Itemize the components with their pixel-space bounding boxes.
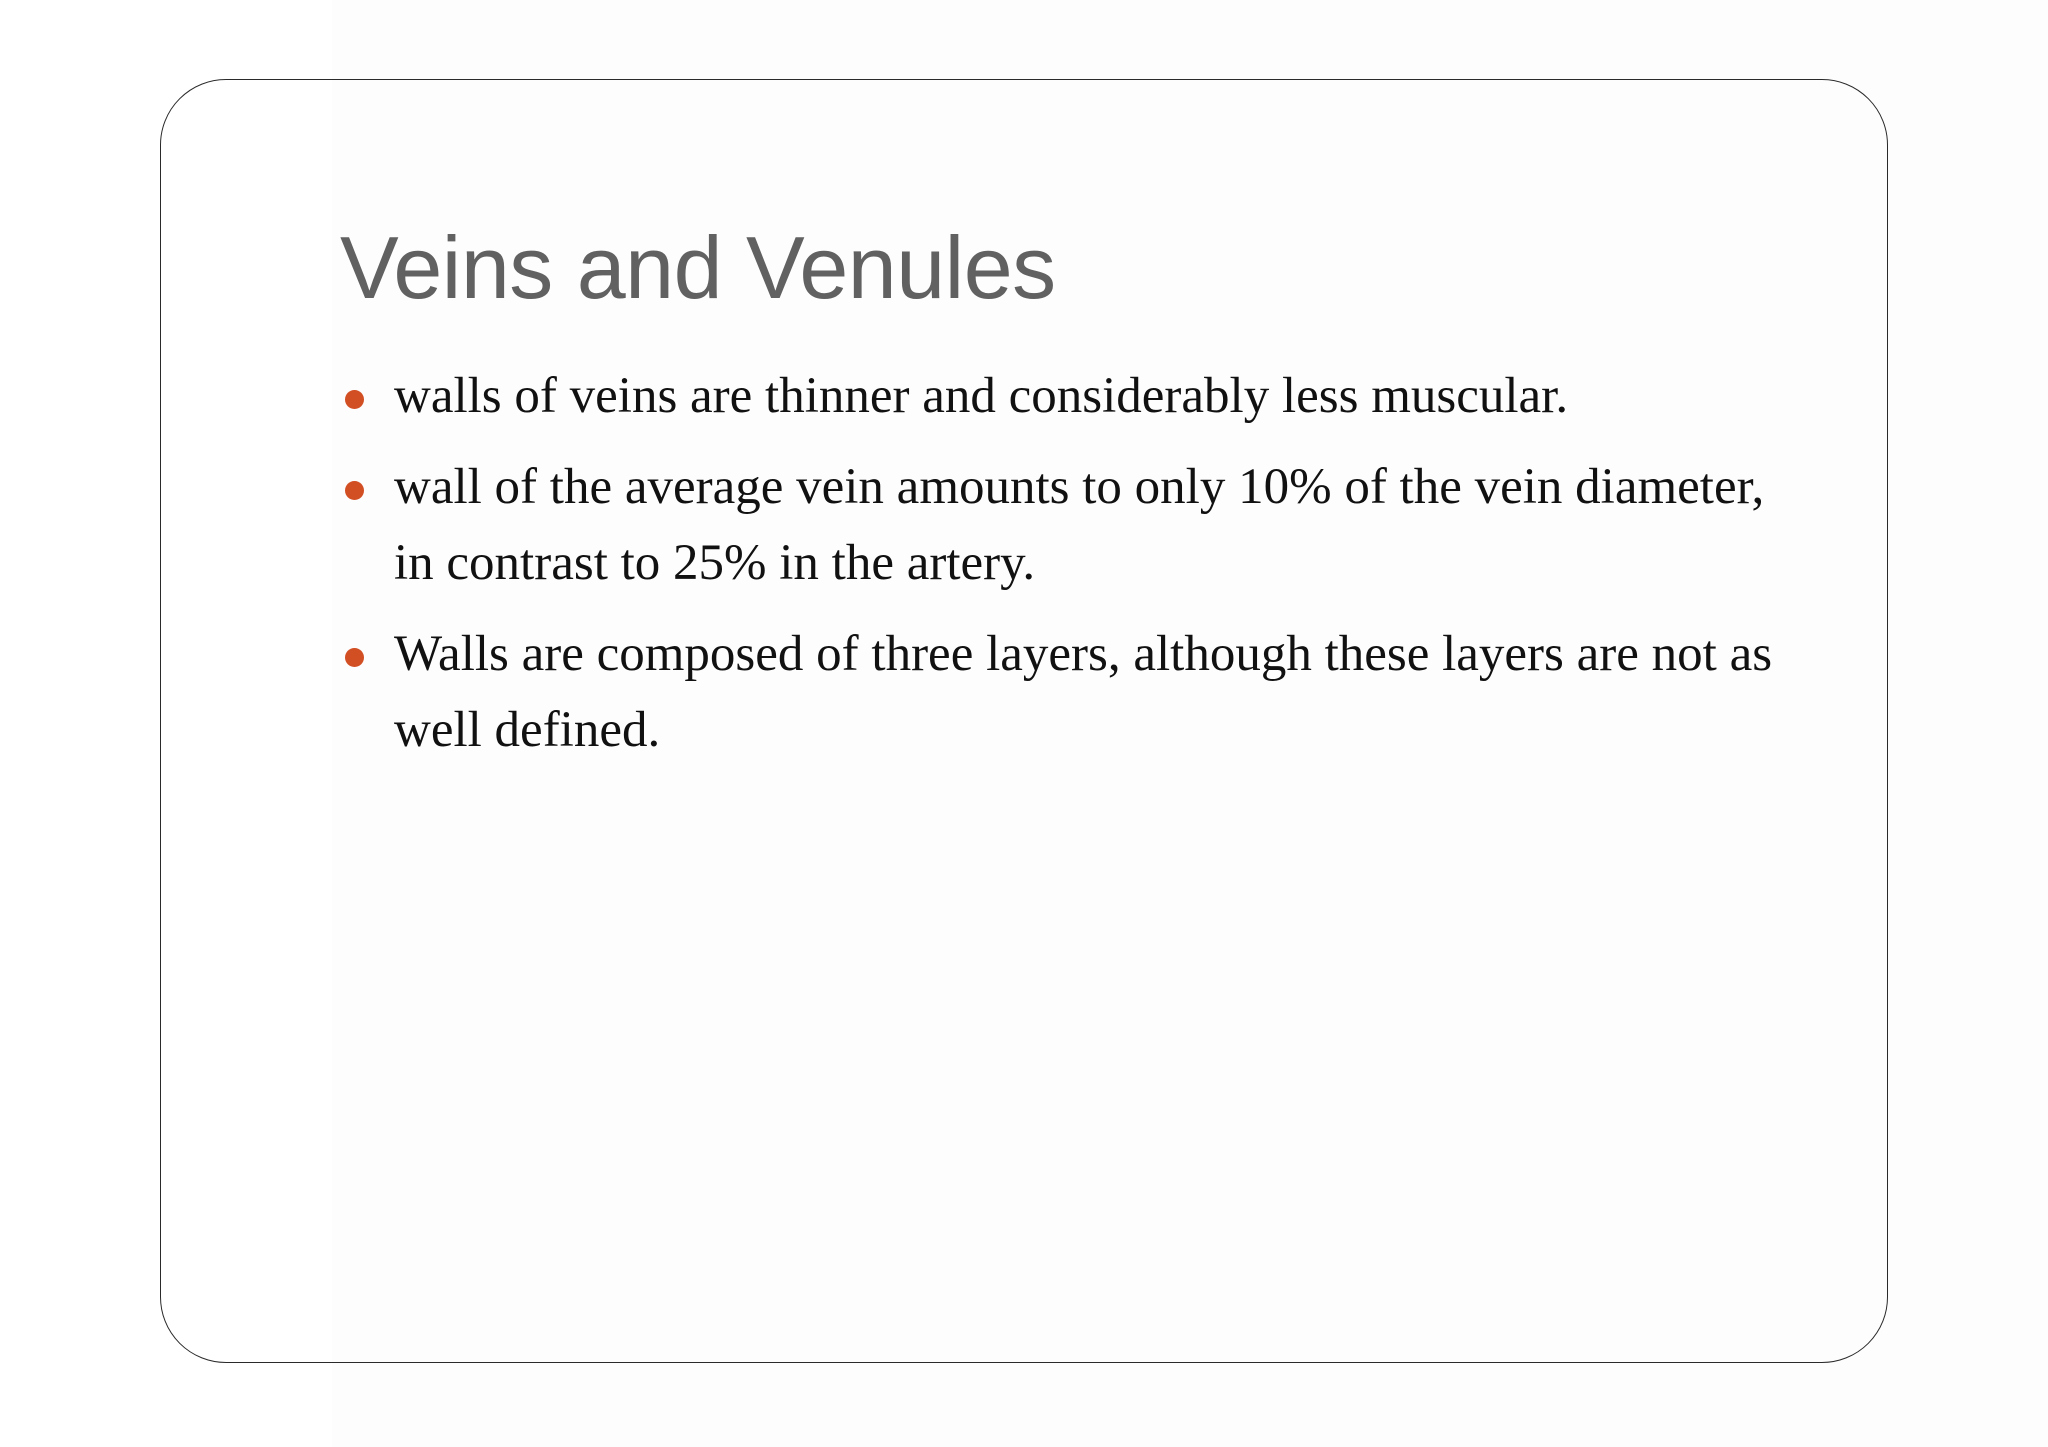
bullet-dot-icon bbox=[345, 390, 364, 409]
bullet-dot-icon bbox=[345, 481, 364, 500]
bullet-list bbox=[340, 358, 1790, 783]
slide-title: Veins and Venules bbox=[340, 218, 1056, 317]
bullet-item bbox=[340, 449, 1790, 601]
bullet-text: walls of veins are thinner and considerably less muscular. bbox=[394, 368, 1569, 424]
bullet-item bbox=[340, 616, 1790, 768]
bullet-text: Walls are composed of three layers, although these layers are not as well defined. bbox=[394, 626, 1773, 758]
bullet-item bbox=[340, 358, 1790, 434]
bullet-dot-icon bbox=[345, 648, 364, 667]
bullet-text: wall of the average vein amounts to only 10% of the vein diameter, in contrast to 25% in the artery. bbox=[394, 459, 1765, 591]
